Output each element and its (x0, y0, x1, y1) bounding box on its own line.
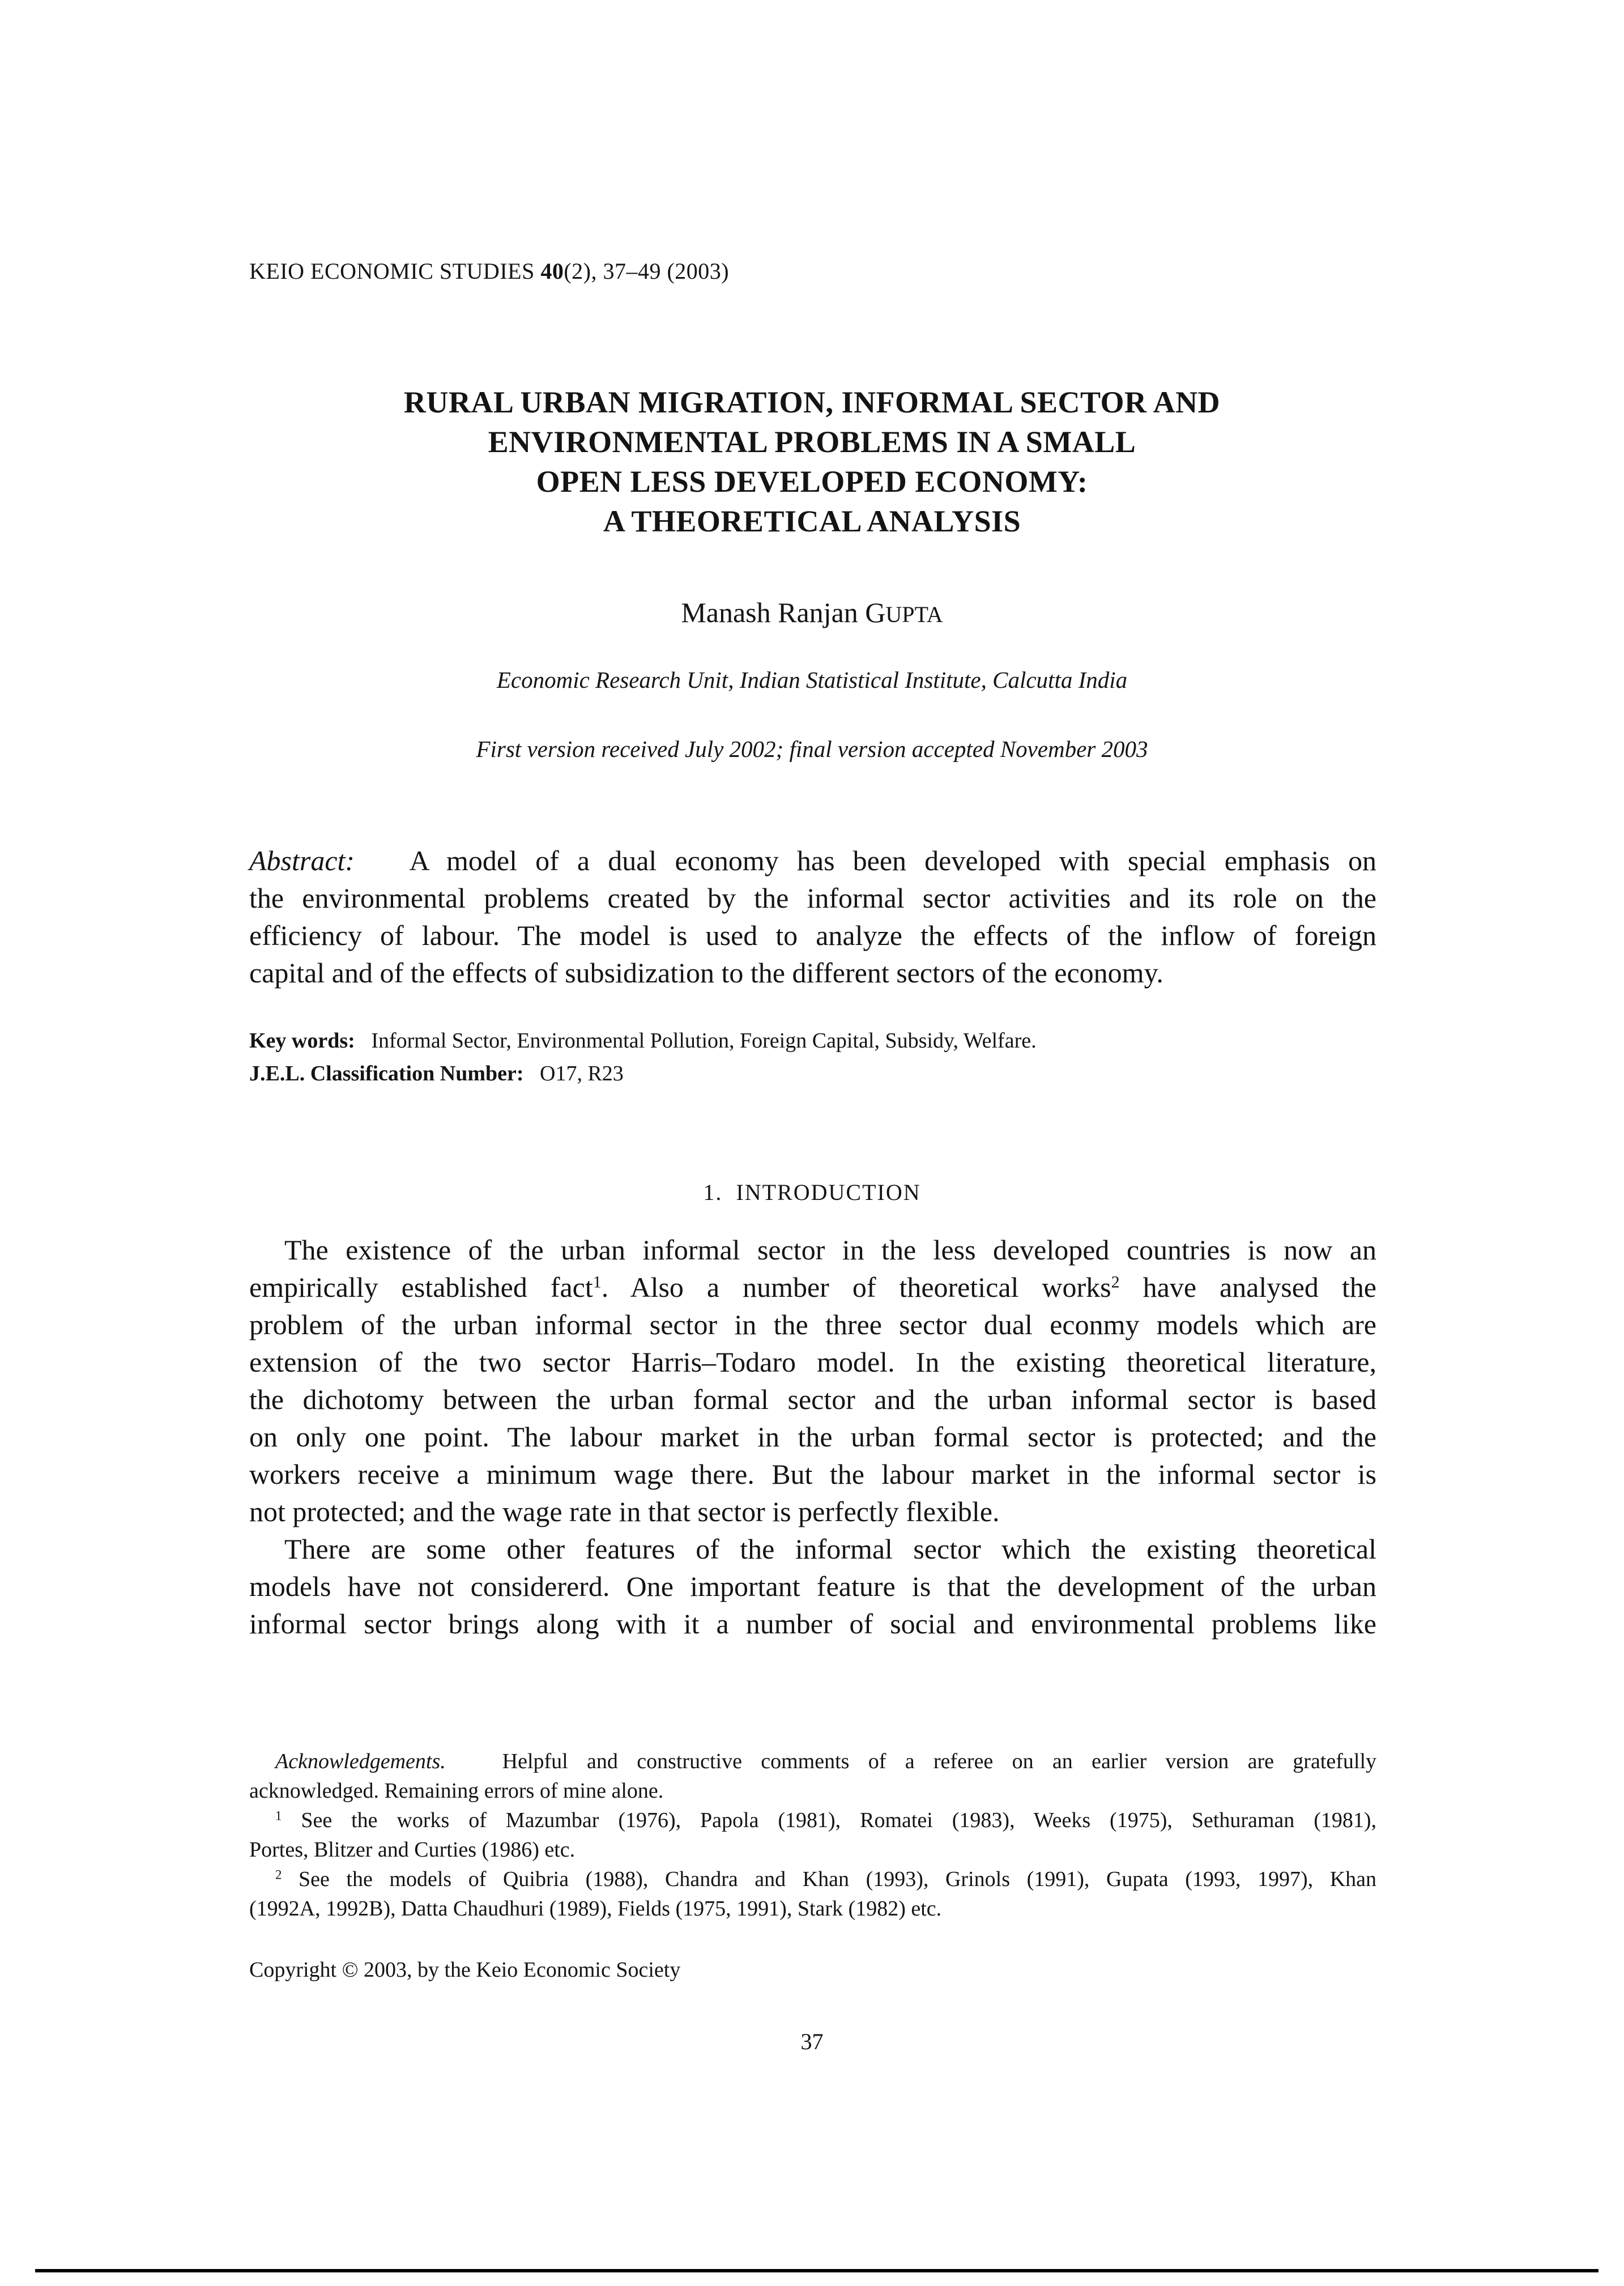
journal-name: KEIO ECONOMIC STUDIES (249, 258, 541, 284)
footnote-ref-1[interactable]: 1 (593, 1272, 602, 1292)
jel-value: O17, R23 (540, 1062, 624, 1085)
footnote-1 (249, 1806, 1376, 1864)
footnote-text: See the works of Mazumbar (1976), Papola (1981), Romatei (1983), Weeks (1975), Sethuraman (1981), (301, 1808, 1377, 1832)
keywords-value: Informal Sector, Environmental Pollution, Foreign Capital, Subsidy, Welfare. (371, 1029, 1037, 1053)
scan-edge-rule (35, 2269, 1599, 2272)
abstract-line (249, 842, 1376, 879)
abstract-line: capital and of the effects of subsidization to the different sectors of the economy. (249, 957, 1163, 989)
section-number: 1. (703, 1180, 723, 1205)
copyright-notice: Copyright © 2003, by the Keio Economic Society (249, 1958, 681, 1982)
ack-line (249, 1747, 1376, 1776)
intro-line: problem of the urban informal sector in the three sector dual econmy models which are (249, 1309, 1376, 1340)
intro-line: the dichotomy between the urban formal sector and the urban informal sector is based (249, 1383, 1376, 1415)
abstract (249, 842, 1376, 991)
abstract-text: A model of a dual economy has been developed with special emphasis on (409, 845, 1377, 876)
acknowledgements (249, 1747, 1376, 1806)
footnote-line (249, 1864, 1376, 1894)
intro-text: empirically established fact (249, 1271, 593, 1303)
section-title: INTRODUCTION (736, 1180, 921, 1205)
paper-title (227, 382, 1397, 541)
author-affiliation: Economic Research Unit, Indian Statistical Institute, Calcutta India (496, 667, 1128, 693)
title-line: A THEORETICAL ANALYSIS (603, 504, 1021, 538)
author-surname-initial: G (865, 597, 886, 628)
author-surname-rest: UPTA (885, 602, 943, 627)
footnote-2 (249, 1864, 1376, 1923)
keywords-block (249, 1024, 1037, 1090)
intro-line: The existence of the urban informal sector in the less developed countries is now an (284, 1234, 1376, 1266)
intro-line: informal sector brings along with it a number of social and environmental problems like (249, 1608, 1376, 1640)
intro-line: on only one point. The labour market in the urban formal sector is protected; and the (249, 1421, 1376, 1453)
intro-text: . Also a number of theoretical works (601, 1271, 1111, 1303)
journal-issue-pages-year: (2), 37–49 (2003) (564, 258, 730, 284)
page-number: 37 (800, 2029, 824, 2054)
journal-volume: 40 (540, 258, 564, 284)
footnote-text: See the models of Quibria (1988), Chandra and Khan (1993), Grinols (1991), Gupata (1993, 1997), Khan (298, 1867, 1376, 1891)
intro-text: have analysed the (1119, 1271, 1376, 1303)
intro-line: not protected; and the wage rate in that sector is perfectly flexible. (249, 1496, 1000, 1527)
intro-line: There are some other features of the informal sector which the existing theoretical (284, 1533, 1376, 1565)
footnote-line (249, 1806, 1376, 1835)
author-name (227, 596, 1397, 629)
ack-line: acknowledged. Remaining errors of mine alone. (249, 1779, 664, 1803)
section-heading (227, 1179, 1397, 1206)
abstract-line: the environmental problems created by the informal sector activities and its role on the (249, 882, 1376, 914)
footnote-mark: 1 (275, 1808, 282, 1823)
title-line: ENVIRONMENTAL PROBLEMS IN A SMALL (488, 425, 1136, 459)
intro-line: extension of the two sector Harris–Todaro model. In the existing theoretical literature, (249, 1346, 1376, 1378)
footnote-line: Portes, Blitzer and Curties (1986) etc. (249, 1838, 576, 1862)
footnote-line: (1992A, 1992B), Datta Chaudhuri (1989), Fields (1975, 1991), Stark (1982) etc. (249, 1897, 942, 1921)
introduction-text (249, 1231, 1376, 1642)
intro-line (249, 1268, 1376, 1306)
intro-line: workers receive a minimum wage there. But the labour market in the informal sector is (249, 1458, 1376, 1490)
author-given-names: Manash Ranjan (681, 597, 866, 628)
submission-dates: First version received July 2002; final version accepted November 2003 (476, 736, 1148, 762)
ack-label: Acknowledgements. (275, 1749, 446, 1773)
title-line: RURAL URBAN MIGRATION, INFORMAL SECTOR AND (403, 385, 1221, 419)
keywords-row (249, 1024, 1037, 1057)
abstract-line: efficiency of labour. The model is used to analyze the effects of the inflow of foreign (249, 919, 1376, 951)
jel-row (249, 1057, 1037, 1090)
footnote-ref-2[interactable]: 2 (1111, 1272, 1120, 1292)
ack-text: Helpful and constructive comments of a referee on an earlier version are gratefully (502, 1749, 1376, 1773)
jel-label: J.E.L. Classification Number: (249, 1062, 524, 1085)
abstract-label: Abstract: (249, 845, 355, 876)
title-line: OPEN LESS DEVELOPED ECONOMY: (536, 465, 1088, 499)
footnote-mark: 2 (275, 1867, 282, 1882)
keywords-label: Key words: (249, 1029, 355, 1053)
intro-line: models have not considererd. One important feature is that the development of the urban (249, 1570, 1376, 1602)
journal-citation (249, 258, 729, 284)
